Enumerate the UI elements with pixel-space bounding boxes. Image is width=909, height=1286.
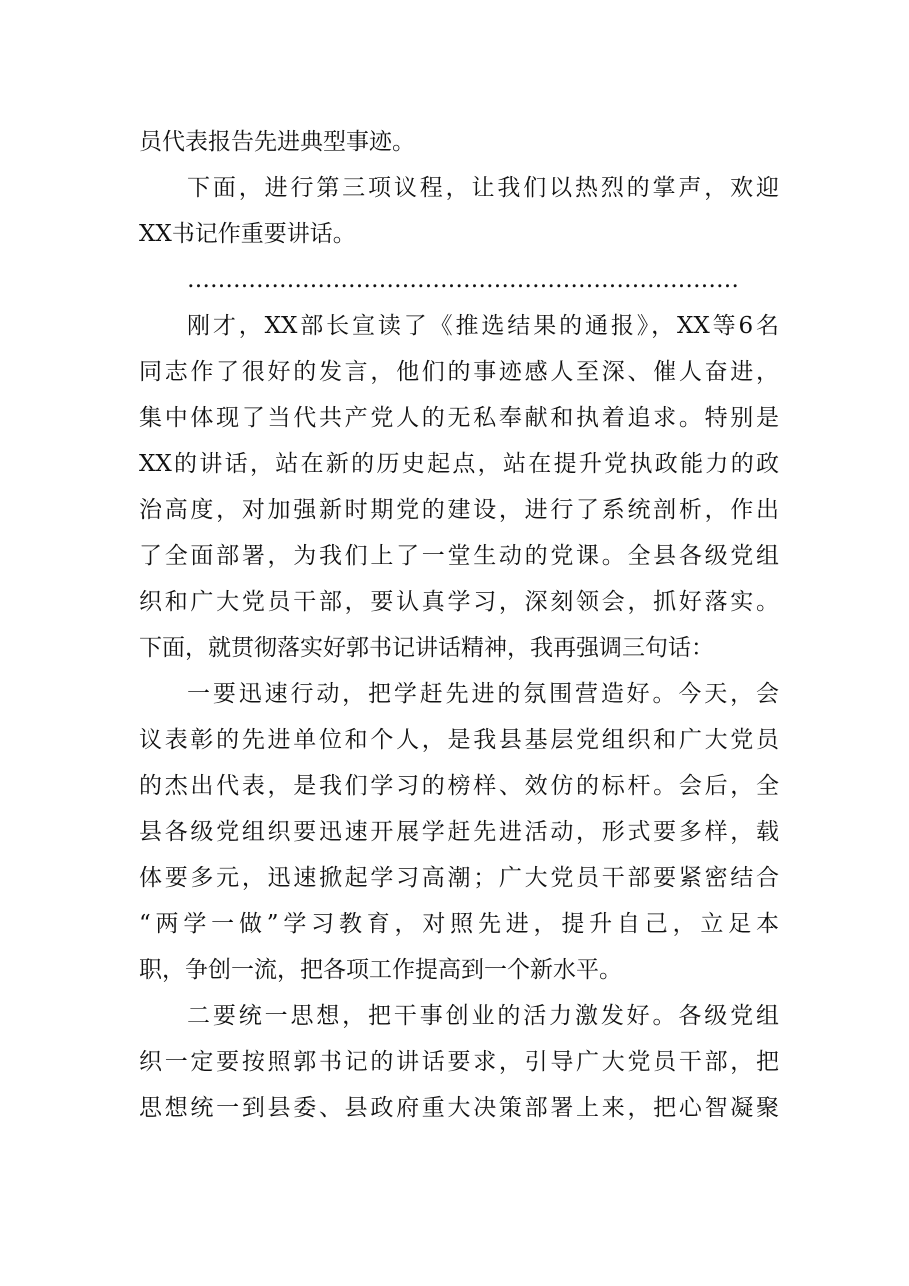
text-line: XX书记作重要讲话。: [139, 221, 356, 247]
text-line: 议表彰的先进单位和个人，是我县基层党组织和广大党员: [139, 727, 779, 753]
text-line: 二要统一思想，把干事创业的活力激发好。各级党组: [187, 1003, 779, 1029]
text-line: 的杰出代表，是我们学习的榜样、效仿的标杆。会后，全: [139, 773, 779, 799]
text-line: 织和广大党员干部，要认真学习，深刻领会，抓好落实。: [139, 589, 779, 615]
text-line: 治高度，对加强新时期党的建设，进行了系统剖析，作出: [139, 497, 779, 523]
text-line: 一要迅速行动，把学赶先进的氛围营造好。今天，会: [187, 681, 779, 707]
text-line: 下面，进行第三项议程，让我们以热烈的掌声，欢迎: [187, 175, 779, 201]
text-line: 下面，就贯彻落实好郭书记讲话精神，我再强调三句话：: [139, 635, 714, 661]
text-line: 织一定要按照郭书记的讲话要求，引导广大党员干部，把: [139, 1049, 779, 1075]
text-line: 刚才，XX部长宣读了《推选结果的通报》，XX等6名: [187, 313, 779, 339]
text-line: XX的讲话，站在新的历史起点，站在提升党执政能力的政: [139, 451, 779, 477]
ellipsis-separator: ………………………………………………………………: [187, 267, 739, 293]
document-body: [139, 119, 779, 1131]
text-line: 集中体现了当代共产党人的无私奉献和执着追求。特别是: [139, 405, 779, 431]
text-line: 职，争创一流，把各项工作提高到一个新水平。: [139, 957, 622, 983]
text-line: 思想统一到县委、县政府重大决策部署上来，把心智凝聚: [139, 1095, 779, 1121]
text-line: 县各级党组织要迅速开展学赶先进活动，形式要多样，载: [139, 819, 779, 845]
text-line: “两学一做”学习教育，对照先进，提升自己，立足本: [139, 911, 779, 937]
text-line: 员代表报告先进典型事迹。: [139, 129, 415, 155]
text-line: 了全面部署，为我们上了一堂生动的党课。全县各级党组: [139, 543, 779, 569]
text-line: 同志作了很好的发言，他们的事迹感人至深、催人奋进，: [139, 359, 779, 385]
text-line: 体要多元，迅速掀起学习高潮；广大党员干部要紧密结合: [139, 865, 779, 891]
